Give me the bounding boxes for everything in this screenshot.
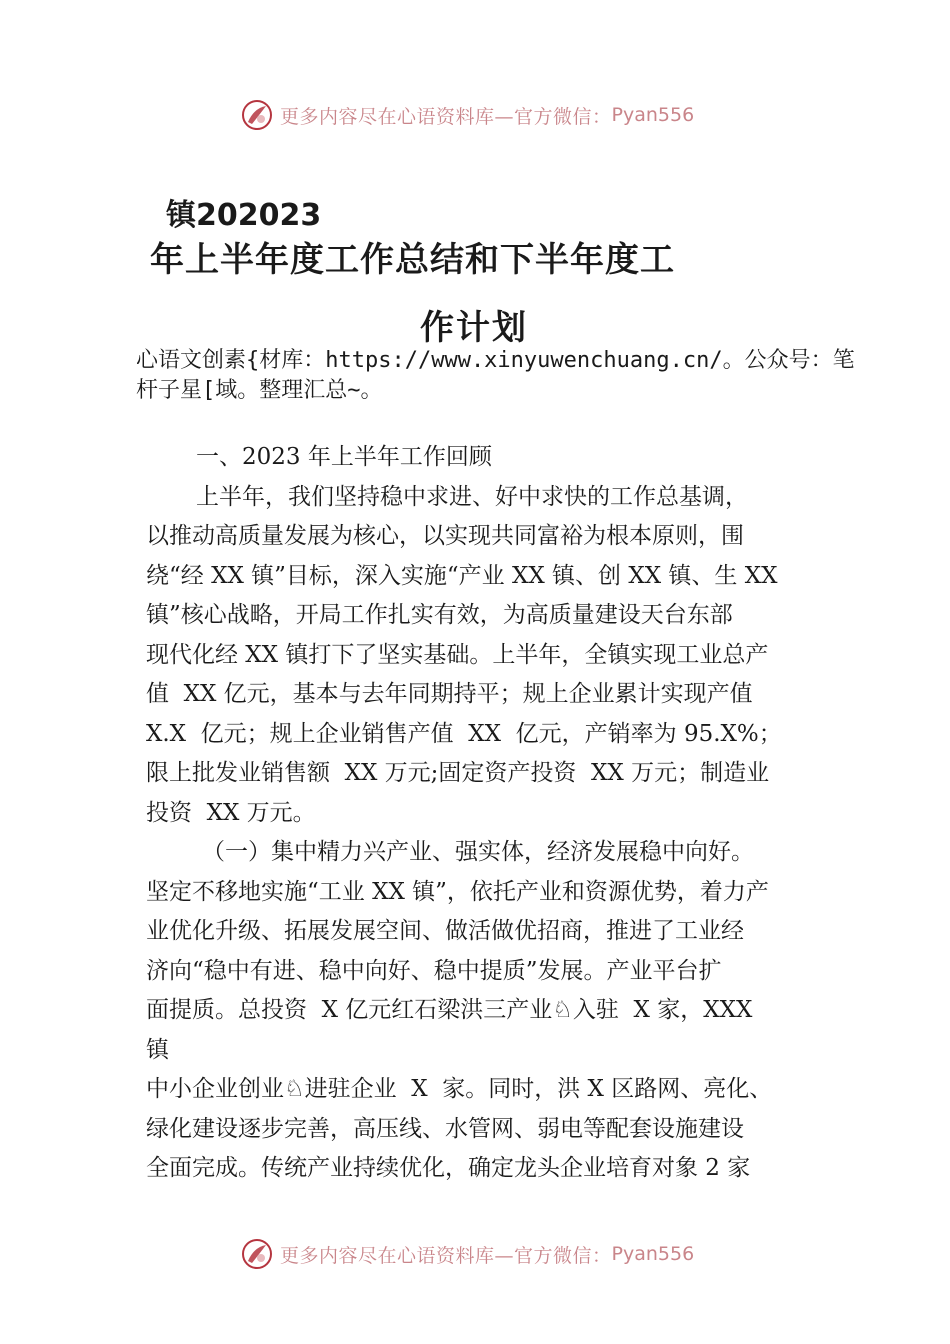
footer-banner: [0, 1234, 950, 1274]
page-title: 年上半年度工作总结和下半年度工: [150, 240, 675, 280]
paragraph-line: 中小企业创业♘进驻企业 X 家。同时，洪 X 区路网、亮化、: [146, 1076, 773, 1102]
subsection-heading: （一）集中精力兴产业、强实体，经济发展稳中向好。: [202, 839, 754, 865]
paragraph-line: 限上批发业销售额 XX 万元;固定资产投资 XX 万元；制造业: [146, 760, 770, 786]
banner-text: 更多内容尽在心语资料库—官方微信：: [280, 105, 612, 128]
page-title-continued: 作计划: [420, 308, 528, 348]
brand-logo-icon: [240, 1237, 274, 1271]
source-note: 心语文创素{材库：https://www.xinyuwenchuang.cn/。公众号：笔杆子星[域。整理汇总~。: [136, 348, 855, 403]
banner-text: 更多内容尽在心语资料库—官方微信：: [280, 1244, 612, 1267]
paragraph-line: 全面完成。传统产业持续优化，确定龙头企业培育对象 2 家: [146, 1155, 751, 1181]
banner-wechat-id: Pyan556: [611, 1243, 695, 1265]
paragraph-line: 现代化经 XX 镇打下了坚实基础。上半年，全镇实现工业总产: [146, 641, 769, 668]
section-heading: 一、2023 年上半年工作回顾: [196, 444, 492, 470]
paragraph-line: 上半年，我们坚持稳中求进、好中求快的工作总基调，: [196, 483, 748, 510]
paragraph-line: 面提质。总投资 X 亿元红石梁洪三产业♘入驻 X 家，XXX: [146, 997, 753, 1023]
paragraph-line: 镇”核心战略，开局工作扎实有效，为高质量建设天台东部: [146, 602, 733, 628]
paragraph-line: 济向“稳中有进、稳中向好、稳中提质”发展。产业平台扩: [146, 957, 722, 984]
paragraph-line: 坚定不移地实施“工业 XX 镇”，依托产业和资源优势，着力产: [146, 878, 769, 905]
paragraph-line: X.X 亿元；规上企业销售产值 XX 亿元，产销率为 95.X%；: [146, 720, 782, 747]
paragraph-line: 业优化升级、拓展发展空间、做活做优招商，推进了工业经: [146, 918, 744, 944]
paragraph-line: 以推动高质量发展为核心，以实现共同富裕为根本原则，围: [146, 523, 744, 549]
paragraph-line: 投资 XX 万元。: [146, 799, 316, 826]
paragraph-line: 镇: [146, 1036, 169, 1063]
header-banner: [0, 95, 950, 135]
paragraph-line: 值 XX 亿元，基本与去年同期持平；规上企业累计实现产值: [146, 681, 753, 707]
brand-logo-icon: [240, 98, 274, 132]
title-prefix: 镇202023: [166, 198, 322, 233]
banner-wechat-id: Pyan556: [611, 104, 695, 126]
document-body: [146, 438, 826, 1189]
paragraph-line: 绿化建设逐步完善，高压线、水管网、弱电等配套设施建设: [146, 1115, 744, 1142]
paragraph-line: 绕“经 XX 镇”目标，深入实施“产业 XX 镇、创 XX 镇、生 XX: [146, 562, 778, 589]
